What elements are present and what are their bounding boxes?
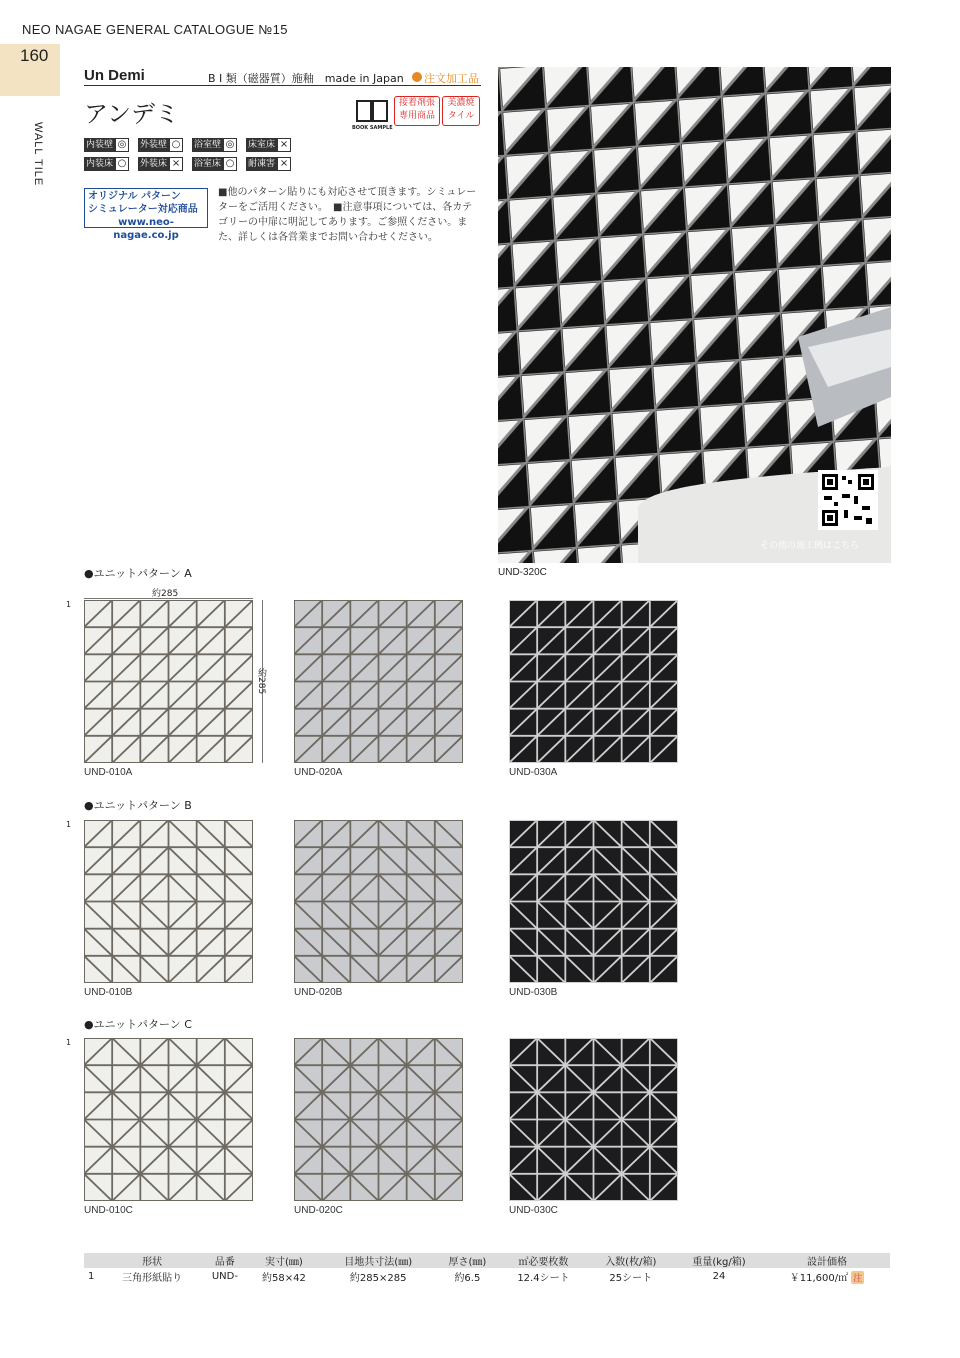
usage-item: 浴室床 ○ — [192, 157, 237, 171]
spec-row — [84, 1268, 890, 1284]
spec-header: 実寸(㎜) — [247, 1253, 321, 1268]
tile-swatch — [84, 600, 253, 763]
spec-cell: 1 — [88, 1270, 95, 1282]
spec-cell: 三角形紙貼り — [122, 1272, 183, 1284]
qr-code-icon[interactable] — [818, 470, 878, 530]
qr-caption: その他の施工例はこちら — [760, 541, 860, 551]
book-sample-icon — [354, 98, 390, 126]
pattern-title-b: ●ユニットパターン B — [84, 799, 192, 812]
spec-header-row — [84, 1253, 890, 1268]
pattern-title-c: ●ユニットパターン C — [84, 1018, 192, 1031]
usage-item: 外装床 × — [138, 157, 183, 171]
adhesive-only-badge: 接着剤張 専用商品 — [394, 96, 440, 126]
tile-code-label: UND-010B — [84, 987, 133, 998]
width-dimension-label: 約285 — [152, 589, 179, 599]
spec-cell: 約285×285 — [349, 1272, 407, 1284]
header-divider — [84, 85, 481, 86]
spec-header: 重量(kg/箱) — [674, 1253, 764, 1268]
spec-header: 形状 — [102, 1253, 203, 1268]
spec-header: ㎡必要枚数 — [499, 1253, 587, 1268]
tile-code-label: UND-030B — [509, 987, 558, 998]
row-number: 1 — [66, 600, 72, 609]
spec-header: 目地共寸法(㎜) — [321, 1253, 436, 1268]
catalogue-title: NEO NAGAE GENERAL CATALOGUE №15 — [22, 22, 288, 37]
usage-item: 内装床 ○ — [84, 157, 129, 171]
height-dimension-label: 約285 — [256, 668, 266, 695]
tile-swatch — [509, 600, 678, 763]
mino-tile-badge: 美濃焼 タイル — [442, 96, 480, 126]
usage-item: 耐凍害 × — [246, 157, 291, 171]
tile-code-label: UND-010A — [84, 767, 133, 778]
tile-code-label: UND-030A — [509, 767, 558, 778]
tile-code-label: UND-020A — [294, 767, 343, 778]
price-value: ￥11,600/㎡ — [789, 1272, 849, 1284]
spec-header — [84, 1253, 102, 1268]
photo-product-code: UND-320C — [498, 567, 547, 578]
tile-code-label: UND-030C — [509, 1205, 558, 1216]
usage-item: 内装壁 ◎ — [84, 138, 129, 152]
spec-table — [84, 1253, 890, 1284]
row-number: 1 — [66, 1038, 72, 1047]
simulator-line2: シミュレーター対応商品 — [88, 204, 198, 215]
usage-item: 浴室壁 ◎ — [192, 138, 237, 152]
spec-cell: 24 — [712, 1270, 726, 1282]
simulator-url: www.neo-nagae.co.jp — [113, 217, 179, 241]
usage-item: 外装壁 ○ — [138, 138, 183, 152]
usage-item: 床室床 × — [246, 138, 291, 152]
tile-swatch — [294, 1038, 463, 1201]
pattern-title-a: ●ユニットパターン A — [84, 567, 192, 580]
book-sample-label: BOOK SAMPLE — [352, 125, 393, 131]
spec-header: 設計価格 — [764, 1253, 890, 1268]
spec-header: 厚さ(㎜) — [435, 1253, 499, 1268]
tile-swatch — [509, 820, 678, 983]
order-dot-icon — [412, 72, 422, 82]
spec-cell: 25シート — [609, 1272, 653, 1284]
spec-cell: 12.4シート — [517, 1272, 570, 1284]
row-number: 1 — [66, 820, 72, 829]
spec-cell: 約58×42 — [262, 1272, 306, 1284]
tile-code-label: UND-020B — [294, 987, 343, 998]
spec-header: 品番 — [203, 1253, 247, 1268]
spec-header: 入数(枚/箱) — [588, 1253, 674, 1268]
notice-text: ■他のパターン貼りにも対応させて頂きます。シミュレーターをご活用ください。 ■注意事項については、各カテゴリーの中扉に明記してあります。ご参照ください。また、詳しくは各営業までお問い合わせください。 — [218, 187, 477, 243]
tile-swatch — [294, 820, 463, 983]
spec-cell: 約6.5 — [454, 1272, 481, 1284]
product-name-jp: アンデミ — [84, 100, 180, 128]
simulator-line1: オリジナル パターン — [88, 191, 181, 202]
tile-swatch — [84, 820, 253, 983]
spec-cell: UND- — [211, 1270, 238, 1282]
product-classification: B I 類（磁器質）施釉 made in Japan — [208, 72, 404, 85]
page-number: 160 — [20, 46, 49, 65]
spec-price-cell — [764, 1268, 890, 1284]
tile-swatch — [509, 1038, 678, 1201]
price-note-badge: 注 — [851, 1271, 864, 1284]
tile-swatch — [294, 600, 463, 763]
tile-swatch — [84, 1038, 253, 1201]
simulator-badge[interactable] — [84, 188, 208, 241]
tile-code-label: UND-020C — [294, 1205, 343, 1216]
product-name-en: Un Demi — [84, 67, 145, 84]
tile-code-label: UND-010C — [84, 1205, 133, 1216]
side-category-label: WALL TILE — [32, 122, 44, 187]
order-label: 注文加工品 — [424, 72, 479, 85]
